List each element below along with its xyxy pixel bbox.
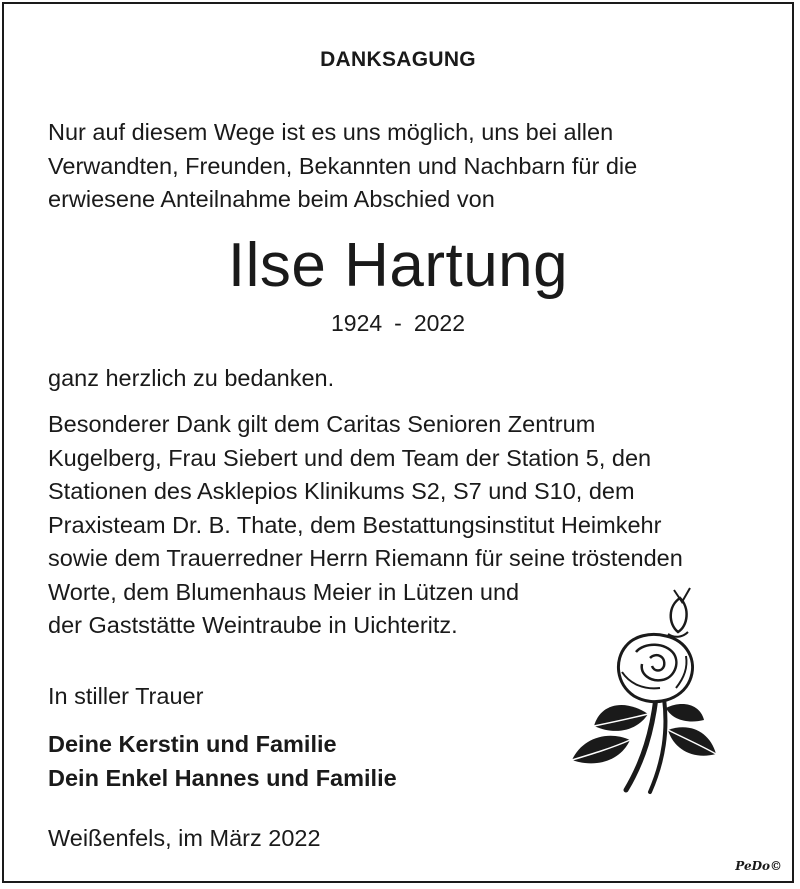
notice-heading: DANKSAGUNG bbox=[320, 48, 476, 71]
intro-line: erwiesene Anteilnahme beim Abschied von bbox=[48, 186, 495, 212]
thanks-line: ganz herzlich zu bedanken. bbox=[48, 365, 335, 391]
intro-line: Nur auf diesem Wege ist es uns möglich, uns bei allen bbox=[48, 119, 614, 145]
special-thanks-line: Worte, dem Blumenhaus Meier in Lützen und bbox=[48, 578, 520, 605]
death-year: 2022 bbox=[413, 310, 465, 336]
special-thanks-line: Kugelberg, Frau Siebert und dem Team der Station 5, den bbox=[48, 444, 652, 471]
mourning-line: In stiller Trauer bbox=[48, 683, 204, 709]
special-thanks-line: Praxisteam Dr. B. Thate, dem Bestattungsinstitut Heimkehr bbox=[48, 511, 662, 538]
special-thanks-line: Stationen des Asklepios Klinikums S2, S7 und S10, dem bbox=[48, 478, 635, 504]
birth-year: 1924 bbox=[330, 310, 383, 336]
signature-mark: PeDo© bbox=[735, 859, 782, 873]
special-thanks-line: sowie dem Trauerredner Herrn Riemann für seine tröstenden bbox=[48, 545, 683, 571]
place-date: Weißenfels, im März 2022 bbox=[48, 825, 321, 851]
life-dates bbox=[4, 310, 792, 337]
deceased-name: Ilse Hartung bbox=[227, 231, 569, 300]
rose-icon bbox=[564, 580, 724, 800]
special-thanks-line: Besonderer Dank gilt dem Caritas Senioren Zentrum bbox=[48, 411, 596, 437]
special-thanks-line: der Gaststätte Weintraube in Uichteritz. bbox=[48, 612, 458, 638]
family-entry: Deine Kerstin und Familie bbox=[48, 731, 337, 757]
date-separator: - bbox=[394, 310, 402, 336]
intro-paragraph bbox=[48, 116, 637, 217]
family-entry: Dein Enkel Hannes und Familie bbox=[48, 764, 397, 791]
intro-line: Verwandten, Freunden, Bekannten und Nachbarn für die bbox=[48, 152, 638, 179]
families-list bbox=[48, 728, 397, 795]
obituary-frame bbox=[2, 2, 794, 883]
